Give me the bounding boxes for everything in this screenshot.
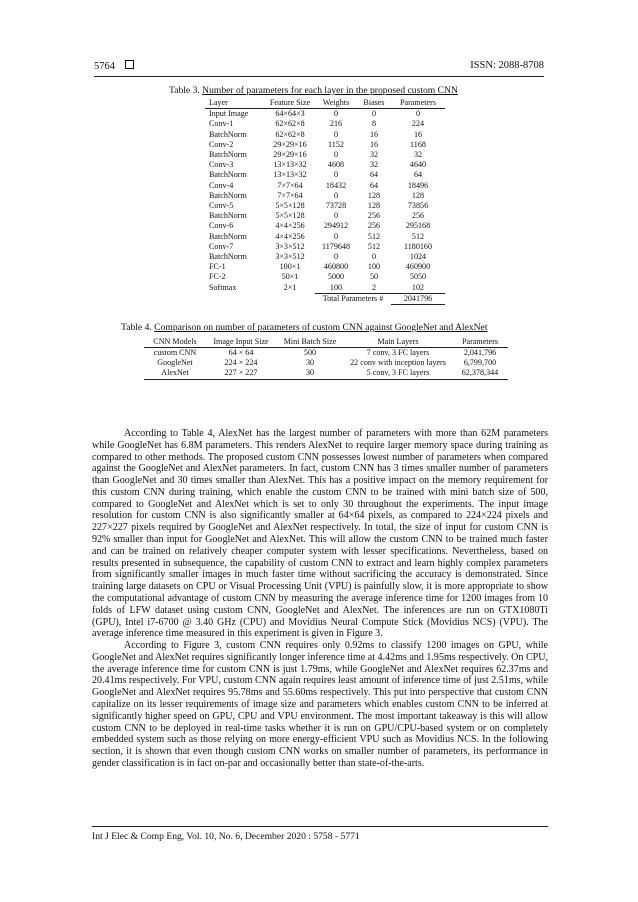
table4-col-header: Main Layers	[344, 337, 452, 348]
table-cell: 62×62×8	[275, 129, 305, 139]
table-cell: 128	[367, 201, 381, 211]
footer-divider	[92, 826, 548, 827]
table-cell: 1180160	[403, 241, 433, 251]
paragraph: According to Table 4, AlexNet has the largest number of parameters with more than 62M parameters while GoogleNet has 6.8M parameters. This renders AlexNet to require larger memory space during training as compared to other methods. The proposed custom CNN possesses lowest number of parameters when compared against the GoogleNet and AlexNet parameters. In fact, custom CNN has 3 times smaller number of parameters than GoogleNet and 30 times smaller than AlexNet. This has a positive impact on the memory requirement for this custom CNN during training, which enable the custom CNN to be trained with mini batch size of 500, compared to GoogleNet and AlexNet which is set to only 30 throughout the experiments. The input image resolution for custom CNN is also significantly smaller at 64×64 pixels, as compared to 224×224 pixels and 227×227 pixels required by GoogleNet and AlexNet respectively. In total, the size of input for custom CNN is 92% smaller than input for GoogleNet and AlexNet. This will allow the custom CNN to be trained much faster and can be trained on relatively cheaper computer system with lesser specifications. Nevertheless, based on results presented in subsequence, the capability of custom CNN to extract and learn highly complex parameters from significantly smaller images in much faster time without sacrificing the accuracy is demonstrated. Since training large datasets on CPU or Visual Processing Unit (VPU) is painfully slow, it is more appropriate to show the computational advantage of custom CNN by measuring the average inference time for 1200 images from 10 folds of LFW dataset using custom CNN, GoogleNet and AlexNet. The inferences are run on GTX1080Ti (GPU), Intel i7-6700 @ 3.40 GHz (CPU) and Movidius Neural Compute Stick (Movidius NCS) (VPU). The average inference time measured in this experiment is given in Figure 3.	[92, 428, 548, 640]
table-row	[205, 119, 445, 129]
table-cell: 460800	[323, 262, 349, 272]
table-cell: 30	[305, 358, 315, 368]
table-cell: custom CNN	[153, 348, 197, 358]
table-row	[144, 348, 508, 359]
table-row	[205, 211, 445, 221]
table3-body	[205, 109, 445, 305]
table-cell: 6,799,700	[463, 358, 497, 368]
table3-col-header: Weights	[315, 98, 357, 109]
header-left	[94, 60, 134, 72]
table-row	[205, 130, 445, 140]
table-row	[205, 252, 445, 262]
table-cell: 216	[329, 119, 343, 129]
table-cell: 50	[369, 272, 379, 282]
table-total-row	[205, 293, 445, 304]
table-cell: 2,041,796	[463, 348, 497, 358]
table-cell: BatchNorm	[209, 252, 247, 262]
table-cell: 102	[411, 282, 425, 292]
page-number: 5764	[94, 61, 115, 72]
table-cell: 128	[411, 190, 425, 200]
table-cell: 73856	[407, 201, 429, 211]
table-cell: 5×5×128	[275, 211, 305, 221]
table-row	[205, 191, 445, 201]
table-cell: 4608	[327, 160, 345, 170]
table-cell: 8	[371, 119, 377, 129]
table-cell: 100×1	[279, 262, 301, 272]
table4-caption-text: Comparison on number of parameters of custom CNN against GoogleNet and AlexNet	[154, 322, 488, 333]
page-header	[94, 60, 544, 74]
table-cell-empty	[205, 293, 265, 304]
table-cell: 64	[369, 180, 379, 190]
table-row	[205, 262, 445, 272]
table-cell: Conv-6	[209, 221, 234, 231]
table4-col-header: CNN Models	[144, 337, 206, 348]
table-row	[144, 358, 508, 368]
table-cell: 5 conv, 3 FC layers	[344, 368, 452, 379]
table-row	[205, 140, 445, 150]
table-cell: 128	[367, 190, 381, 200]
table-cell: 4×4×256	[275, 221, 305, 231]
table-cell: 1168	[410, 139, 426, 149]
table-cell: 0	[333, 109, 339, 119]
table-row	[205, 242, 445, 252]
table3-caption-label: Table 3.	[169, 85, 200, 96]
table-cell-empty	[265, 293, 315, 304]
table4	[144, 337, 508, 380]
table-row	[205, 181, 445, 191]
table-cell: 16	[413, 129, 423, 139]
table-cell: 227 × 227	[206, 368, 276, 379]
table-cell: 500	[303, 348, 317, 358]
table-cell: 16	[369, 129, 379, 139]
table-cell: 0	[333, 252, 339, 262]
table-cell: 0	[415, 109, 421, 119]
table-cell: 294912	[323, 221, 349, 231]
table-cell: 73728	[325, 201, 347, 211]
table-row	[205, 221, 445, 231]
table-row	[205, 170, 445, 180]
table-cell: 7 conv, 3 FC layers	[366, 348, 430, 358]
table-cell: Softmax	[209, 282, 237, 292]
table3-col-header: Biases	[357, 98, 391, 109]
table-cell: 62×62×8	[275, 119, 305, 129]
table-cell: 29×29×16	[273, 150, 307, 160]
table3	[205, 98, 445, 305]
table3-caption	[169, 85, 458, 96]
table-cell: 32	[369, 160, 379, 170]
table-cell: Input Image	[209, 109, 249, 119]
table-row	[205, 109, 445, 120]
table-cell: Conv-7	[209, 241, 234, 251]
table-cell: 32	[413, 150, 423, 160]
table-cell: 256	[367, 221, 381, 231]
table-cell: 224 × 224	[224, 358, 258, 368]
header-divider	[94, 76, 544, 77]
table-cell: BatchNorm	[209, 129, 247, 139]
table-cell: 295168	[405, 221, 431, 231]
table-cell: AlexNet	[144, 368, 206, 379]
table-cell: 0	[333, 211, 339, 221]
table-cell: FC-1	[209, 262, 226, 272]
table3-caption-text: Number of parameters for each layer in the proposed custom CNN	[202, 85, 458, 96]
table4-body	[144, 348, 508, 380]
table-row	[205, 232, 445, 242]
table-row	[205, 283, 445, 294]
table4-col-header: Mini Batch Size	[276, 337, 344, 348]
table-cell: 4×4×256	[275, 231, 305, 241]
table-cell: Conv-3	[209, 160, 234, 170]
table-cell: 4640	[409, 160, 427, 170]
table-cell: 1152	[328, 139, 344, 149]
table4-header-row	[144, 337, 508, 348]
table-cell: 512	[411, 231, 425, 241]
table-cell: 3×3×512	[275, 241, 305, 251]
table-cell: 5000	[327, 272, 345, 282]
table-cell: 5050	[409, 272, 427, 282]
paragraph: According to Figure 3, custom CNN requires only 0.92ms to classify 1200 images on GPU, while GoogleNet and AlexNet requires significantly longer inference time at 4.42ms and 1.95ms respectively. On CPU, the average inference time for custom CNN is just 1.79ms, while GoogleNet and AlexNet requires 62.37ms and 20.41ms respectively. For VPU, custom CNN again requires least amount of inference time of just 2.51ms, while GoogleNet and AlexNet requires 95.78ms and 55.60ms respectively. This put into perspective that custom CNN capitalize on its lesser requirements of image size and parameters which enables custom CNN to be inferred at significantly higher speed on GPU, CPU and VPU environment. The most important takeaway is this will allow custom CNN to be deployed in real-time tasks whether it is run on GPU/CPU-based system or on completely embedded system such as those relying on more energy-efficient VPU such as Movidius NCS. In the following section, it is shown that even though custom CNN works on smaller number of parameters, its performance in gender classification is in fact on-par and occasionally better than state-of-the-arts.	[92, 640, 548, 769]
table-cell: Conv-1	[209, 119, 234, 129]
table-cell: 1179648	[321, 241, 351, 251]
table-cell: 0	[333, 170, 339, 180]
table3-col-header: Parameters	[391, 98, 445, 109]
table-cell: 5×5×128	[275, 201, 305, 211]
total-label: Total Parameters #	[315, 293, 391, 304]
table4-col-header: Image Input Size	[206, 337, 276, 348]
table-cell: 0	[333, 150, 339, 160]
table-cell: 100	[329, 282, 343, 292]
table-cell: 256	[411, 211, 425, 221]
table-cell: 29×29×16	[273, 139, 307, 149]
table-cell: 22 conv with inception layers	[350, 358, 446, 368]
table-cell: 18432	[325, 180, 347, 190]
table3-header-row	[205, 98, 445, 109]
table-cell: 32	[369, 150, 379, 160]
table-cell: 460900	[405, 262, 431, 272]
table-cell: 224	[411, 119, 425, 129]
table-cell: 0	[333, 190, 339, 200]
square-bullet-icon	[125, 60, 134, 69]
table-cell: Conv-4	[209, 180, 234, 190]
table-cell: 64 × 64	[228, 348, 254, 358]
table-cell: FC-2	[209, 272, 226, 282]
total-value: 2041796	[391, 293, 445, 304]
table-cell: 7×7×64	[277, 180, 303, 190]
table-cell: 16	[369, 139, 379, 149]
table-cell: 3×3×512	[275, 252, 305, 262]
table-cell: 100	[367, 262, 381, 272]
table3-col-header: Feature Size	[265, 98, 315, 109]
table-cell: Conv-2	[209, 139, 234, 149]
table4-caption-label: Table 4.	[121, 322, 152, 333]
table-cell: 7×7×64	[277, 190, 303, 200]
table-cell: 512	[367, 231, 381, 241]
table-cell: 64×64×3	[275, 109, 305, 119]
table-cell: 62,378,344	[452, 368, 508, 379]
table-cell: BatchNorm	[209, 150, 247, 160]
table-cell: 13×13×32	[273, 160, 307, 170]
table-cell: 2	[371, 282, 377, 292]
table-row	[205, 150, 445, 160]
table-cell: 64	[413, 170, 423, 180]
table4-caption	[121, 322, 487, 333]
table4-col-header: Parameters	[452, 337, 508, 348]
table-cell: 13×13×32	[273, 170, 307, 180]
table-cell: 256	[367, 211, 381, 221]
table-cell: 1024	[409, 252, 427, 262]
table-cell: BatchNorm	[209, 170, 247, 180]
table-cell: GoogleNet	[157, 358, 193, 368]
table-cell: 50×1	[281, 272, 299, 282]
table-cell: BatchNorm	[209, 190, 247, 200]
table-cell: BatchNorm	[209, 211, 247, 221]
table-row	[144, 368, 508, 379]
footer-citation: Int J Elec & Comp Eng, Vol. 10, No. 6, December 2020 : 5758 - 5771	[92, 831, 360, 842]
table-row	[205, 201, 445, 211]
table-cell: 0	[333, 231, 339, 241]
table3-col-header: Layer	[205, 98, 265, 109]
table-cell: 18496	[407, 180, 429, 190]
table-cell: 0	[371, 252, 377, 262]
table-cell: 0	[371, 109, 377, 119]
table-cell: 2×1	[283, 282, 297, 292]
table-cell: BatchNorm	[209, 231, 247, 241]
table-cell: 512	[367, 241, 381, 251]
table-cell: 0	[333, 129, 339, 139]
table-row	[205, 160, 445, 170]
issn: ISSN: 2088-8708	[470, 60, 544, 71]
table-row	[205, 272, 445, 282]
table-cell: 64	[369, 170, 379, 180]
table-cell: 30	[276, 368, 344, 379]
table-cell: Conv-5	[209, 201, 234, 211]
body-text	[92, 428, 548, 770]
